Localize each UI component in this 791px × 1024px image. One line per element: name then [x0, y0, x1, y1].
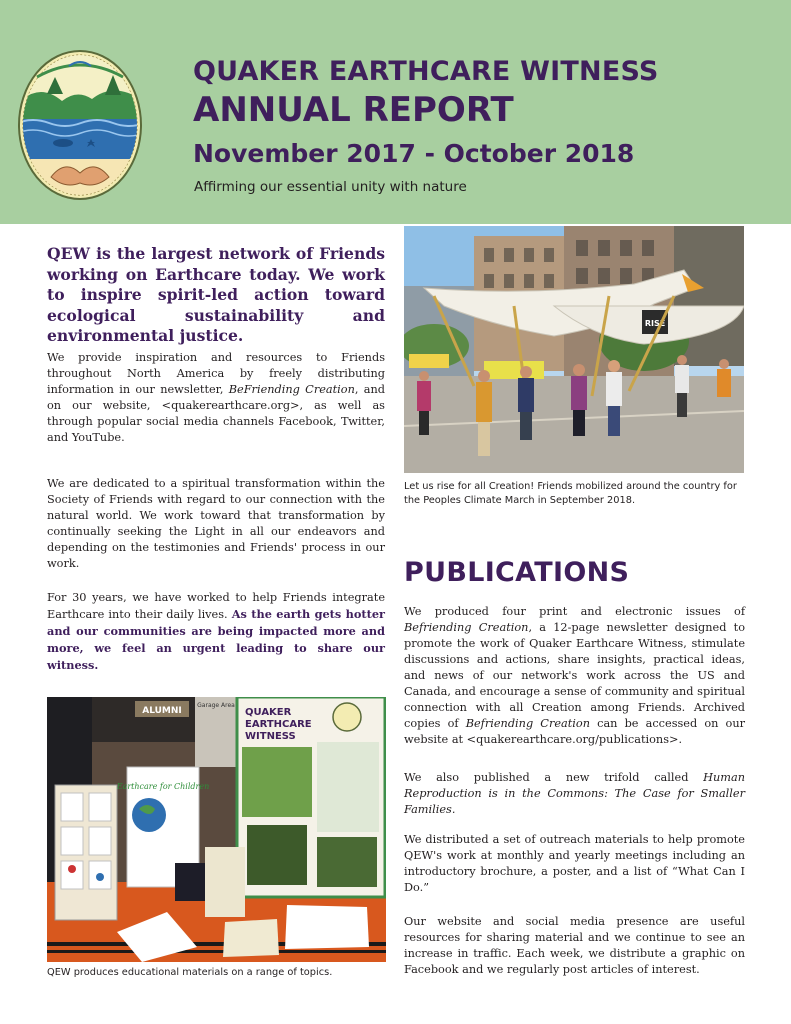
sign-alumni: ALUMNI: [142, 706, 182, 716]
poster-title-3: WITNESS: [245, 731, 296, 742]
sign-garage: Garage Area: [197, 702, 235, 709]
p1-text-a: We provide inspiration and resources to Friends throughout North America by freely distributing information in our newsletter,: [47, 351, 385, 396]
materials-photo-caption: QEW produces educational materials on a range of topics.: [47, 967, 333, 978]
poster-title-1: QUAKER: [245, 707, 292, 718]
p3-highlight: As the earth gets hotter and our communities are being impacted more and more, we feel an urgent leading to share our witness.: [47, 607, 385, 672]
newsletter-title: BeFriending Creation: [228, 383, 355, 396]
pub-p1-b: , a 12-page newsletter designed to promote the work of Quaker Earthcare Witness, stimulate discussions and actions, share insights, practical ideas, and news of our network's work across the US and Canada, and encourage a sense of community and spiritual connection with all Creation among Friends. Archived copies of: [404, 621, 746, 730]
publications-paragraph-2: [404, 770, 745, 818]
march-banner-text: RISE: [644, 319, 666, 328]
climate-march-photo: [404, 226, 744, 473]
march-photo-caption: Let us rise for all Creation! Friends mobilized around the country for the Peoples Climate March in September 2018.: [404, 481, 737, 506]
p3-text: For 30 years, we have worked to help Friends integrate Earthcare into their daily lives.: [47, 591, 385, 621]
pub-p1-c: can be accessed on our website at <quakerearthcare.org/publications>.: [404, 717, 745, 746]
qew-logo: [17, 49, 143, 202]
publications-paragraph-1: [404, 604, 745, 748]
trifold-title: Human Reproduction is in the Commons: The Case for Smaller Families.: [404, 771, 745, 816]
header-band: [0, 0, 791, 224]
materials-table-photo: [47, 697, 386, 962]
booklet-title: Earthcare for Children: [116, 782, 210, 791]
pub-p1-italic-1: Befriending Creation: [404, 621, 529, 634]
publications-heading: PUBLICATIONS: [404, 557, 630, 588]
report-period: November 2017 - October 2018: [193, 139, 635, 168]
publications-paragraph-4: Our website and social media presence are useful resources for sharing material and we continue to see an increase in traffic. Each week, we distribute a graphic on Facebook and we regularly post articles of interest.: [404, 915, 745, 976]
pub-p1-italic-2: Befriending Creation: [465, 717, 590, 730]
tagline: Affirming our essential unity with nature: [194, 179, 467, 195]
pub-p1-a: We produced four print and electronic issues of: [404, 605, 745, 618]
publications-paragraph-3: We distributed a set of outreach materials to help promote QEW's work at monthly and yearly meetings including an introductory brochure, a poster, and a list of “What Can I Do.”: [404, 833, 745, 894]
lead-statement: QEW is the largest network of Friends working on Earthcare today. We work to inspire spirit-led action toward ecological sustainability and environmental justice.: [47, 244, 385, 345]
intro-paragraph-2: We are dedicated to a spiritual transformation within the Society of Friends with regard to our connection with the natural world. We work toward that transformation by continually seeking the Light in all our endeavors and depending on the testimonies and Friends' process in our work.: [47, 477, 385, 570]
poster-title-2: EARTHCARE: [245, 719, 312, 730]
org-name: QUAKER EARTHCARE WITNESS: [193, 56, 659, 87]
intro-paragraph-3: [47, 590, 385, 674]
intro-paragraph-1: [47, 350, 385, 446]
pub-p2-a: We also published a new trifold called: [404, 771, 704, 784]
report-title: ANNUAL REPORT: [193, 90, 514, 130]
p1-text-b: , and on our website, <quakerearthcare.org>, as well as through popular social media channels Facebook, Twitter, and YouTube.: [47, 383, 385, 444]
